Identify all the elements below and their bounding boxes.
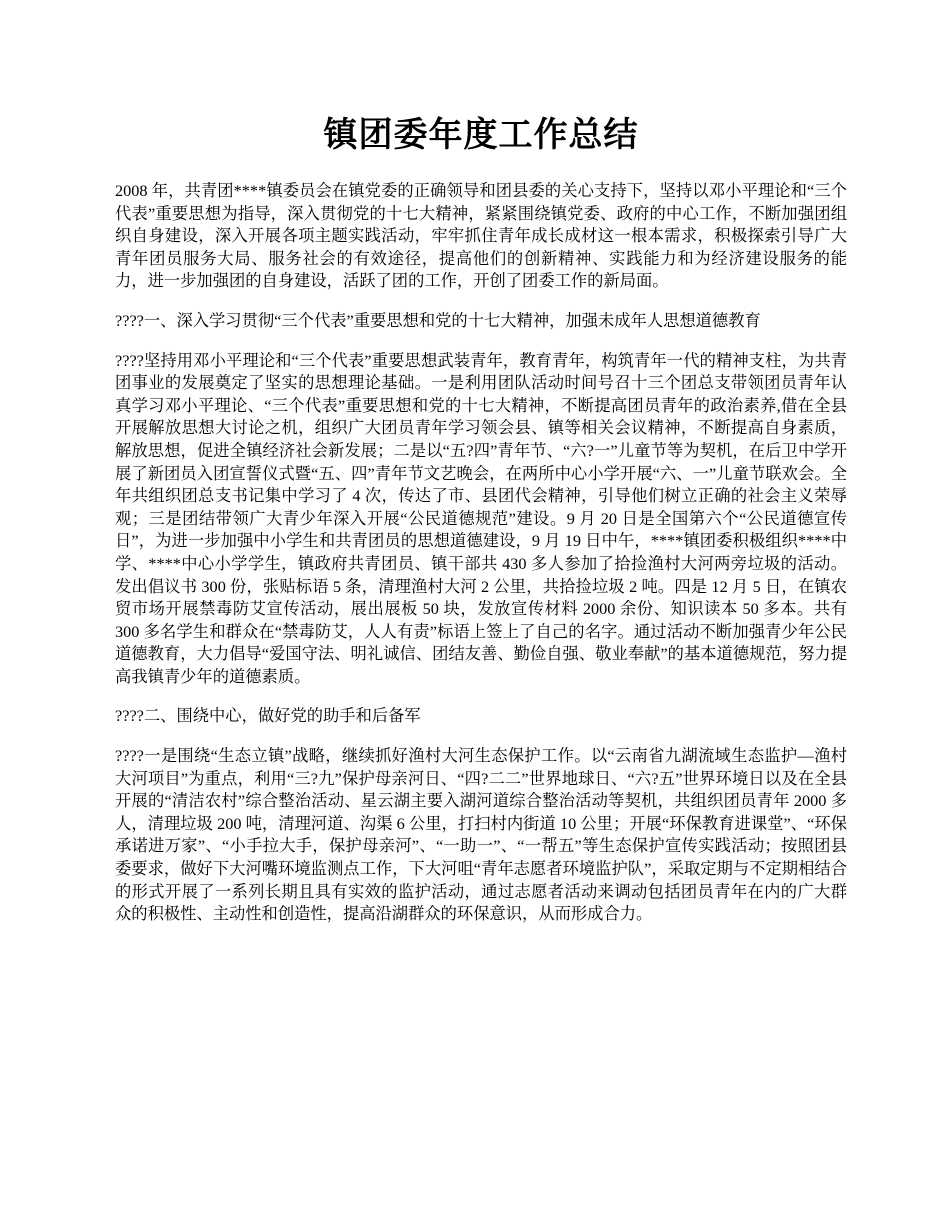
section-body-2: ????一是围绕“生态立镇”战略，继续抓好渔村大河生态保护工作。以“云南省九湖流域生态监护—渔村大河项目”为重点，利用“三?九”保护母亲河日、“四?二二”世界地球日、“六?五”世界环境日以及在全县开展的“清洁农村”综合整治活动、星云湖主要入湖河道综合整治活动等契机，共组织团员青年 2000 多人，清理垃圾 200 吨，清理河道、沟渠 6 公里，打扫村内街道 10 公里；开展“环保教育进课堂”、“环保承诺进万家”、“小手拉大手，保护母亲河”、“一助一”、“一帮五”等生态保护宣传实践活动；按照团县委要求，做好下大河嘴环境监测点工作，下大河咀“青年志愿者环境监护队”，采取定期与不定期相结合的形式开展了一系列长期且具有实效的监护活动，通过志愿者活动来调动包括团员青年在内的广大群众的积极性、主动性和创造性，提高沿湖群众的环保意识，从而形成合力。 [115,746,847,924]
intro-paragraph: 2008 年，共青团****镇委员会在镇党委的正确领导和团县委的关心支持下，坚持以邓小平理论和“三个代表”重要思想为指导，深入贯彻党的十七大精神，紧紧围绕镇党委、政府的中心工作，不断加强团组织自身建设，深入开展各项主题实践活动，牢牢抓住青年成长成材这一根本需求，积极探索引导广大青年团员服务大局、服务社会的有效途径，提高他们的创新精神、实践能力和为经济建设服务的能力，进一步加强团的自身建设，活跃了团的工作，开创了团委工作的新局面。 [115,181,847,291]
section-heading-2: ????二、围绕中心，做好党的助手和后备军 [115,706,421,726]
page-title: 镇团委年度工作总结 [323,117,639,154]
section-body-1: ????坚持用邓小平理论和“三个代表”重要思想武装青年，教育青年，构筑青年一代的精神支柱，为共青团事业的发展奠定了坚实的思想理论基础。一是利用团队活动时间号召十三个团总支带领团员青年认真学习邓小平理论、“三个代表”重要思想和党的十七大精神，不断提高团员青年的政治素养,借在全县开展解放思想大讨论之机，组织广大团员青年学习领会县、镇等相关会议精神，不断提高自身素质，解放思想，促进全镇经济社会新发展；二是以“五?四”青年节、“六?一”儿童节等为契机，在后卫中学开展了新团员入团宣誓仪式暨“五、四”青年节文艺晚会，在两所中心小学开展“六、一”儿童节联欢会。全年共组织团总支书记集中学习了 4 次，传达了市、县团代会精神，引导他们树立正确的社会主义荣辱观；三是团结带领广大青少年深入开展“公民道德规范”建设。9 月 20 日是全国第六个“公民道德宣传日”，为进一步加强中小学生和共青团员的思想道德建设，9 月 19 日中午，****镇团委积极组织****中学、****中心小学学生，镇政府共青团员、镇干部共 430 多人参加了拾捡渔村大河两旁垃圾的活动。发出倡议书 300 份，张贴标语 5 条，清理渔村大河 2 公里，共拾捡垃圾 2 吨。四是 12 月 5 日，在镇农贸市场开展禁毒防艾宣传活动，展出展板 50 块，发放宣传材料 2000 余份、知识读本 50 多本。共有 300 多名学生和群众在“禁毒防艾，人人有责”标语上签上了自己的名字。通过活动不断加强青少年公民道德教育，大力倡导“爱国守法、明礼诚信、团结友善、勤俭自强、敬业奉献”的基本道德规范，努力提高我镇青少年的道德素质。 [115,350,847,686]
section-heading-1: ????一、深入学习贯彻“三个代表”重要思想和党的十七大精神，加强未成年人思想道德教育 [115,310,761,330]
document-page [115,0,847,926]
